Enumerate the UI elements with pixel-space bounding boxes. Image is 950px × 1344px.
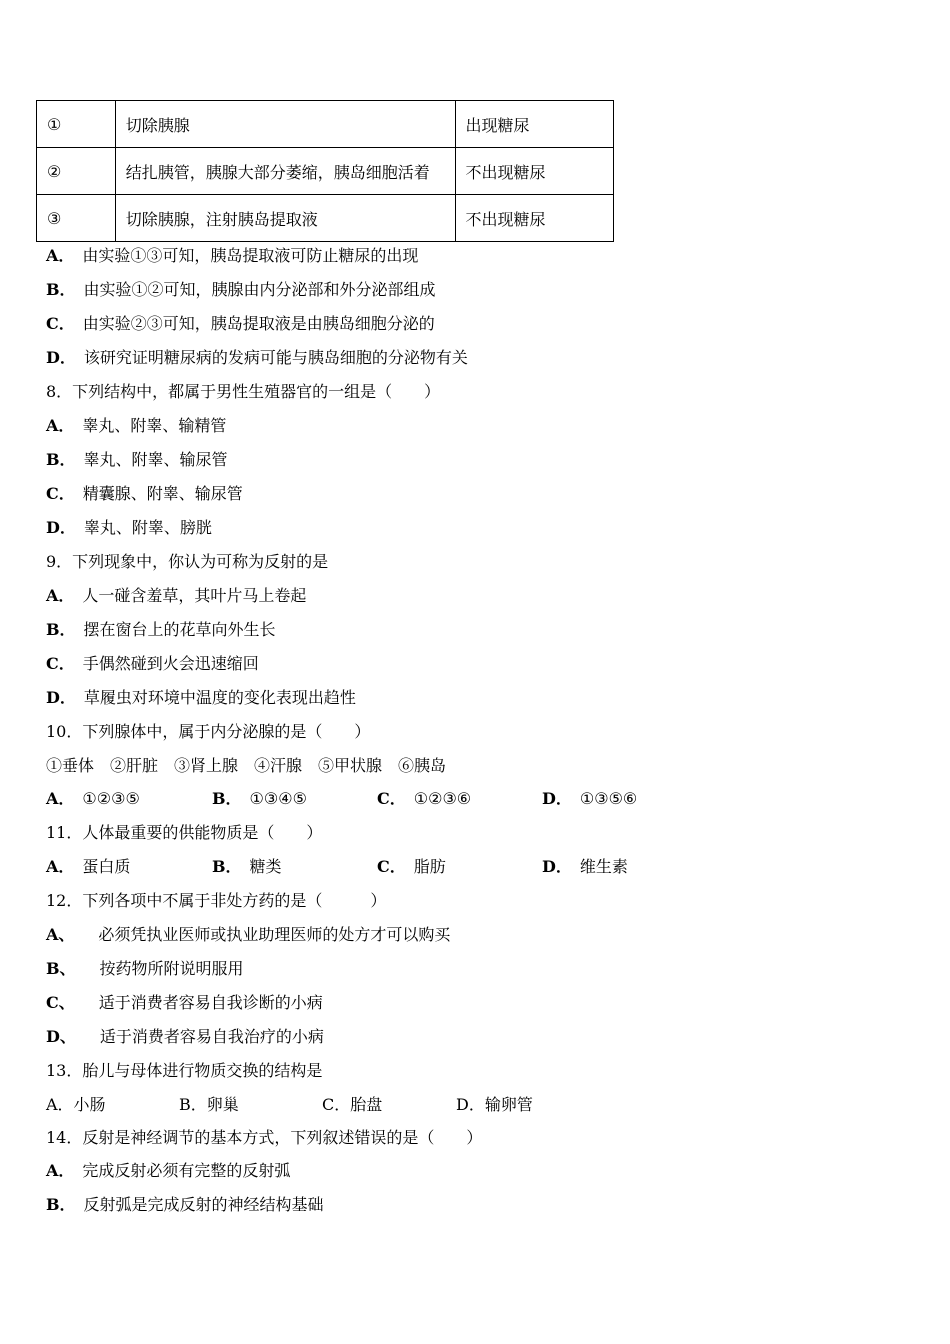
q10-option-a: A． ①②③⑤ — [46, 789, 140, 808]
q8-option-c: C． 精囊腺、附睾、输尿管 — [46, 484, 243, 503]
q7-option-a: A． 由实验①③可知，胰岛提取液可防止糖尿的出现 — [46, 246, 419, 265]
q9-option-a: A． 人一碰含羞草，其叶片马上卷起 — [46, 586, 307, 605]
q9-option-c: C． 手偶然碰到火会迅速缩回 — [46, 654, 259, 673]
q7-option-c: C． 由实验②③可知，胰岛提取液是由胰岛细胞分泌的 — [46, 314, 435, 333]
row-procedure: 切除胰腺，注射胰岛提取液 — [115, 195, 455, 242]
row-procedure: 切除胰腺 — [115, 101, 455, 148]
q13-option-d: D．输卵管 — [456, 1095, 533, 1114]
row-procedure: 结扎胰管，胰腺大部分萎缩，胰岛细胞活着 — [115, 148, 455, 195]
q7-option-b: B． 由实验①②可知，胰腺由内分泌部和外分泌部组成 — [46, 280, 436, 299]
q12-option-d: D、 适于消费者容易自我治疗的小病 — [46, 1027, 324, 1046]
q11-option-b: B． 糖类 — [212, 857, 282, 876]
table-row — [37, 101, 614, 148]
q9-option-d: D． 草履虫对环境中温度的变化表现出趋性 — [46, 688, 356, 707]
q13-option-b: B．卵巢 — [179, 1095, 239, 1114]
row-result: 不出现糖尿 — [455, 148, 613, 195]
q10-stem: 10．下列腺体中，属于内分泌腺的是（ ） — [46, 722, 371, 741]
q11-option-a: A． 蛋白质 — [46, 857, 131, 876]
q9-stem: 9．下列现象中，你认为可称为反射的是 — [46, 552, 329, 571]
q12-option-b: B、 按药物所附说明服用 — [46, 959, 244, 978]
q10-option-b: B． ①③④⑤ — [212, 789, 307, 808]
row-number: ③ — [37, 195, 116, 242]
q11-option-d: D． 维生素 — [542, 857, 628, 876]
row-result: 不出现糖尿 — [455, 195, 613, 242]
experiment-table — [36, 100, 614, 242]
q9-option-b: B． 摆在窗台上的花草向外生长 — [46, 620, 276, 639]
q14-option-a: A． 完成反射必须有完整的反射弧 — [46, 1161, 291, 1180]
row-result: 出现糖尿 — [455, 101, 613, 148]
q11-stem: 11．人体最重要的供能物质是（ ） — [46, 823, 323, 842]
q8-option-a: A． 睾丸、附睾、输精管 — [46, 416, 227, 435]
q12-stem: 12．下列各项中不属于非处方药的是（ ） — [46, 891, 387, 910]
q10-option-c: C． ①②③⑥ — [377, 789, 472, 808]
q12-option-a: A、 必须凭执业医师或执业助理医师的处方才可以购买 — [46, 925, 451, 944]
q13-option-a: A．小肠 — [46, 1095, 106, 1114]
q8-option-b: B． 睾丸、附睾、输尿管 — [46, 450, 228, 469]
table-row — [37, 195, 614, 242]
q11-option-c: C． 脂肪 — [377, 857, 446, 876]
q14-option-b: B． 反射弧是完成反射的神经结构基础 — [46, 1195, 324, 1214]
q13-option-c: C．胎盘 — [322, 1095, 383, 1114]
q12-option-c: C、 适于消费者容易自我诊断的小病 — [46, 993, 323, 1012]
q14-stem: 14．反射是神经调节的基本方式，下列叙述错误的是（ ） — [46, 1128, 483, 1147]
q13-stem: 13．胎儿与母体进行物质交换的结构是 — [46, 1061, 323, 1080]
row-number: ① — [37, 101, 116, 148]
q8-stem: 8．下列结构中，都属于男性生殖器官的一组是（ ） — [46, 382, 441, 401]
q10-option-d: D． ①③⑤⑥ — [542, 789, 638, 808]
q8-option-d: D． 睾丸、附睾、膀胱 — [46, 518, 212, 537]
table-row — [37, 148, 614, 195]
q7-option-d: D． 该研究证明糖尿病的发病可能与胰岛细胞的分泌物有关 — [46, 348, 468, 367]
q10-items: ①垂体 ②肝脏 ③肾上腺 ④汗腺 ⑤甲状腺 ⑥胰岛 — [46, 756, 447, 775]
row-number: ② — [37, 148, 116, 195]
